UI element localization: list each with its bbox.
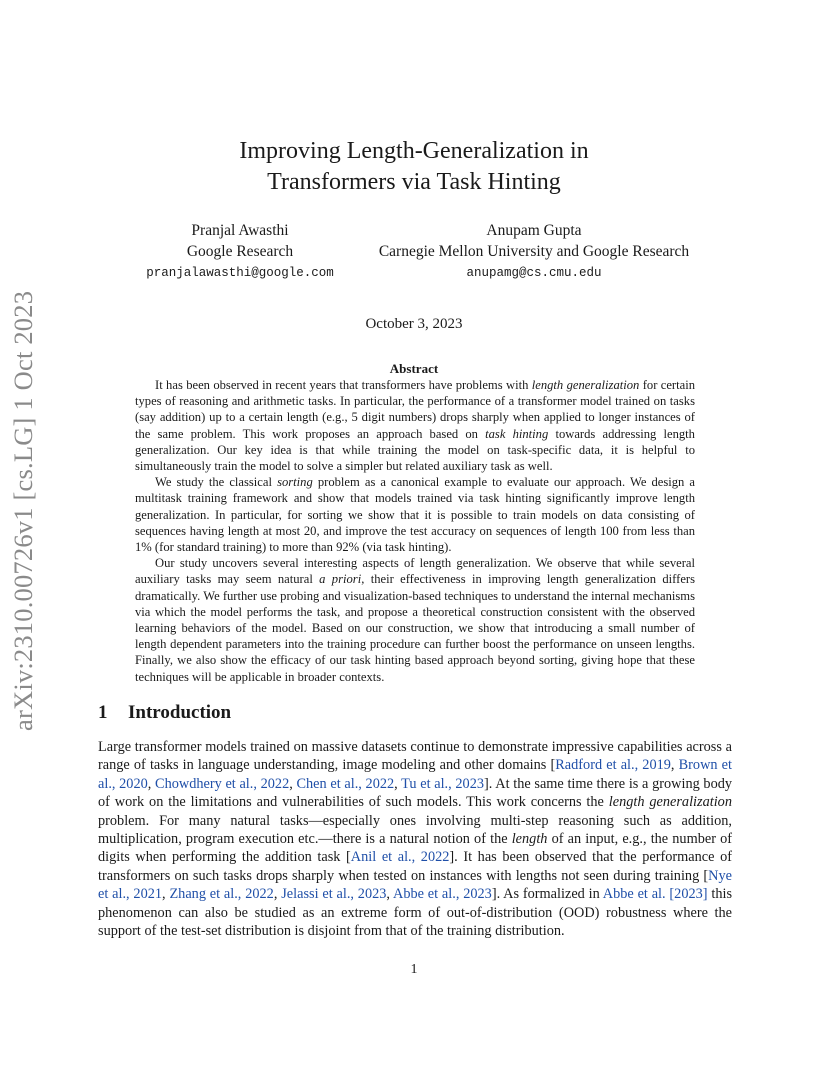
citation-link[interactable]: Chen et al., 2022 xyxy=(296,775,395,792)
intro-paragraph xyxy=(98,738,732,940)
citation-link[interactable]: Radford et al., 2019 xyxy=(555,757,671,774)
section-heading xyxy=(98,702,231,724)
abstract-paragraph xyxy=(135,377,695,474)
emphasis: a priori xyxy=(319,572,362,587)
citation-link[interactable]: Jelassi et al., 2023 xyxy=(281,886,387,903)
citation-link[interactable]: Abbe et al., 2023 xyxy=(393,886,492,903)
text: this phenomenon can also be studied as an extreme form of out-of-distribution (OOD) robustness where the support of the test-set distribution is disjoint from that of the training distribution. xyxy=(98,886,733,940)
citation-link[interactable]: Brown et al., 2020 xyxy=(98,757,733,792)
text: , xyxy=(394,775,402,792)
text: for certain types of reasoning and arithmetic tasks. In particular, the performance of a transformer model trained on tasks (say addition) up to a certain length (e.g., 5 digit numbers) drops sharply when applied to longer instances of the same problem. This work proposes an approach based on xyxy=(135,378,696,441)
citation-link[interactable]: Abbe et al. [2023] xyxy=(602,886,708,903)
abstract-body xyxy=(135,377,695,685)
text: , xyxy=(162,886,170,903)
abstract-heading: Abstract xyxy=(389,361,439,376)
section-title: Introduction xyxy=(128,702,232,723)
title-line-1: Improving Length-Generalization in xyxy=(239,138,589,164)
text: , xyxy=(670,757,679,774)
section-number: 1 xyxy=(98,702,108,723)
citation-link[interactable]: Tu et al., 2023 xyxy=(401,775,484,792)
text: of an input, e.g., the number of digits when performing the addition task [ xyxy=(98,831,732,866)
abstract-paragraph xyxy=(135,474,695,555)
paper-title xyxy=(0,136,828,198)
text: , xyxy=(386,886,393,903)
text: ]. It has been observed that the performance of transformers on such tasks drops sharply when tested on instances with lengths not seen during training [ xyxy=(98,849,732,884)
text: , xyxy=(289,775,297,792)
text: towards addressing length generalization. Our key idea is that while training the model on task-specific data, it is helpful to simultaneously train the model to solve a simpler but related auxiliary task as well. xyxy=(135,426,695,474)
author-email: pranjalawasthi@google.com xyxy=(146,266,334,280)
text: , xyxy=(273,886,282,903)
citation-link[interactable]: Nye et al., 2021 xyxy=(98,867,732,903)
author-2 xyxy=(360,220,708,284)
author-1 xyxy=(120,220,360,284)
title-line-2: Transformers via Task Hinting xyxy=(267,169,561,195)
author-name: Pranjal Awasthi xyxy=(191,222,289,239)
text: We study the classical xyxy=(155,475,278,490)
text: Our study uncovers several interesting aspects of length generalization. We observe that while several auxiliary tasks may seem natural xyxy=(135,556,695,587)
text: ]. At the same time there is a growing body of work on the limitations and vulnerabilities of such models. This work concerns the xyxy=(98,775,733,811)
paper-date: October 3, 2023 xyxy=(365,316,463,332)
text: problem as a canonical example to evaluate our approach. We design a multitask training framework and show that models trained via task hinting significantly improve length generalization. In particular, for sorting we show that it is possible to train models on data consisting of sequences having length at most 20, and improve the test accuracy on sequences of length 100 from less than 1% (for standard training) to more than 92% (via task hinting). xyxy=(135,475,696,555)
citation-link[interactable]: Chowdhery et al., 2022 xyxy=(155,775,290,792)
text: , their effectiveness in improving length generalization differs dramatically. We further use probing and visualization-based techniques to understand the internal mechanisms via which the model performs the task, and propose a theoretical construction consistent with the observed learning behaviors of the model. Based on our construction, we show that introducing a small number of length dependent parameters into the training procedure can further boost the performance on unseen lengths. Finally, we also show the efficacy of our task hinting based approach beyond sorting, giving hope that these techniques will be applicable in broader contexts. xyxy=(135,572,696,684)
arxiv-identifier: arXiv:2310.00726v1 [cs.LG] 1 Oct 2023 xyxy=(8,290,38,731)
author-affiliation: Google Research xyxy=(186,243,294,260)
emphasis: sorting xyxy=(277,475,313,490)
author-email: anupamg@cs.cmu.edu xyxy=(466,266,602,280)
text: It has been observed in recent years that transformers have problems with xyxy=(155,378,532,392)
text: ]. As formalized in xyxy=(491,886,603,903)
text: problem. For many natural tasks—especially ones involving multi-step reasoning such as addition, multiplication, program execution etc.—there is a natural notion of the xyxy=(98,812,732,848)
emphasis: task hinting xyxy=(485,426,549,441)
author-affiliation: Carnegie Mellon University and Google Research xyxy=(378,243,690,260)
text: Large transformer models trained on massive datasets continue to demonstrate impressive capabilities across a range of tasks in language understanding, image modeling and other domains [ xyxy=(98,739,732,774)
emphasis: length generalization xyxy=(531,378,640,392)
author-name: Anupam Gupta xyxy=(486,222,582,239)
emphasis: length generalization xyxy=(608,794,732,811)
text: , xyxy=(147,775,156,792)
citation-link[interactable]: Anil et al., 2022 xyxy=(350,849,450,866)
page-number: 1 xyxy=(410,962,418,977)
emphasis: length xyxy=(511,831,548,848)
citation-link[interactable]: Zhang et al., 2022 xyxy=(169,886,274,903)
abstract-paragraph xyxy=(135,555,695,685)
intro-body xyxy=(98,738,732,940)
